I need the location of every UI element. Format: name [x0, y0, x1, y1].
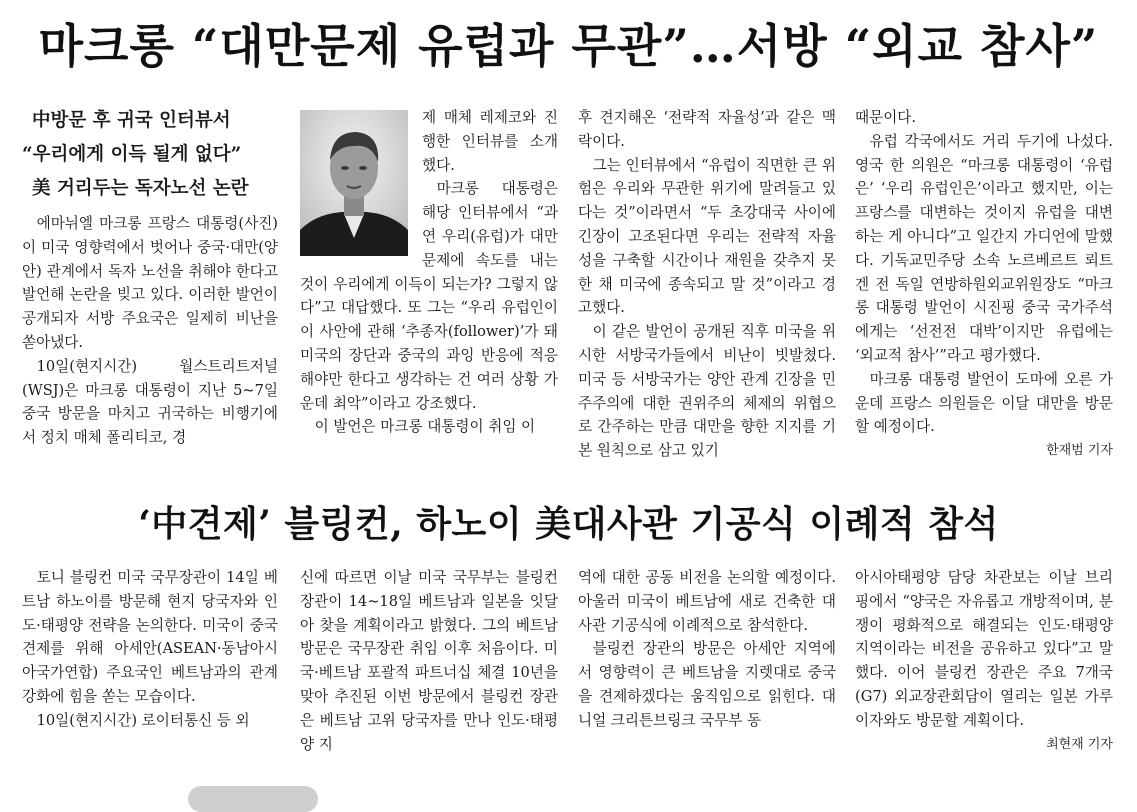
paragraph: 10일(현지시간) 로이터통신 등 외: [36, 711, 250, 729]
article1-column-1: [22, 104, 278, 450]
gray-tab-shape: [188, 786, 318, 812]
paragraph: 그는 인터뷰에서 “유럽이 직면한 큰 위험은 우리와 무관한 위기에 말려들고 있다는 것”이라면서 “두 초강대국 사이에 긴장이 고조된다면 우리는 전략적 자율성을 구축할 시간이나 재원을 갖추지 못한 채 미국에 종속되고 말 것”이라고 경고했다.: [578, 156, 836, 317]
article1-subheads: [22, 104, 278, 206]
byline: 한재범 기자: [1046, 443, 1113, 459]
paragraph: 블링컨 장관의 방문은 아세안 지역에서 영향력이 큰 베트남을 지렛대로 중국을 견제하겠다는 움직임으로 읽힌다. 대니얼 크리튼브링크 국무부 동: [578, 640, 836, 729]
paragraph: 마크롱 대통령 발언이 도마에 오른 가운데 프랑스 의원들은 이달 대만을 방문할 예정이다.: [855, 370, 1113, 436]
paragraph: 이 발언은 마크롱 대통령이 취임 이: [314, 418, 536, 436]
paragraph: 역에 대한 공동 비전을 논의할 예정이다. 아울러 미국이 베트남에 새로 건축한 대사관 기공식에 이례적으로 참석한다.: [578, 569, 836, 634]
article2-column-2: [300, 566, 558, 756]
paragraph: 후 견지해온 ‘전략적 자율성’과 같은 맥락이다.: [578, 109, 836, 150]
article1-column-4: [855, 106, 1113, 463]
portrait-photo: [300, 110, 408, 256]
article2-column-4: [855, 566, 1113, 756]
article2-column-3: [578, 566, 836, 733]
paragraph: 유럽 각국에서도 거리 두기에 나섰다. 영국 한 의원은 “마크롱 대통령이 ‘유럽은’ ‘우리 유럽인은’이라고 했지만, 이는 프랑스를 대변하는 것이지 유럽을 대변하는 게 아니다”고 일간지 가디언에 말했다. 기독교민주당 소속 노르베르트 뢰트겐 전 독일 연방하원외교위원장도 “마크롱 대통령 발언이 시진핑 중국 국가주석에게는 ‘선전전 대박’이지만 유럽에는 ‘외교적 참사’”라고 평가했다.: [855, 132, 1113, 364]
article1-column-3: [578, 106, 836, 463]
subhead-1: 中방문 후 귀국 인터뷰서: [32, 110, 231, 131]
paragraph: 이 같은 발언이 공개된 직후 미국을 위시한 서방국가들에서 비난이 빗발쳤다. 미국 등 서방국가는 양안 관계 긴장을 민주주의에 대한 권위주의 체제의 위협으로 간주하는 만큼 대만을 향한 지지를 기본 원칙으로 삼고 있기: [578, 323, 836, 460]
article2-headline: ‘中견제’ 블링컨, 하노이 美대사관 기공식 이례적 참석: [138, 503, 999, 545]
paragraph: 마크롱 대통령은 해당 인터뷰에서 “과연 우리(유럽)가 대만 문제에 속도를 내는 것이 우리에게 이득이 되는가? 그렇지 않다”고 대답했다. 또 그는 “우리 유럽인이 이 사안에 관해 ‘추종자(follower)’가 돼 미국의 장단과 중국의 과잉 반응에 적응해야만 한다고 생각하는 건 여러 상황 가운데 최악”이라고 강조했다.: [300, 180, 558, 412]
article2-column-1: [22, 566, 278, 733]
paragraph: 토니 블링컨 미국 국무장관이 14일 베트남 하노이를 방문해 현지 당국자와 인도·태평양 전략을 논의한다. 미국이 중국 견제를 위해 아세안(ASEAN·동남아시아국가연합) 주요국인 베트남과의 관계 강화에 힘을 쏟는 모습이다.: [22, 569, 278, 705]
subhead-2: “우리에게 이득 될게 없다”: [22, 144, 242, 165]
subhead-3: 美 거리두는 독자노선 논란: [32, 178, 249, 199]
paragraph: 신에 따르면 이날 미국 국무부는 블링컨 장관이 14~18일 베트남과 일본을 잇달아 찾을 계획이라고 밝혔다. 그의 베트남 방문은 국무장관 취임 이후 처음이다. 미국·베트남 포괄적 파트너십 체결 10년을 맞아 추진된 이번 방문에서 블링컨 장관은 베트남 고위 당국자를 만나 인도·태평양 지: [300, 569, 558, 753]
article1-column-2: [300, 106, 558, 439]
paragraph: 아시아태평양 담당 차관보는 이날 브리핑에서 “양국은 자유롭고 개방적이며, 분쟁이 평화적으로 해결되는 인도·태평양 지역이라는 비전을 공유하고 있다”고 말했다. 이어 블링컨 장관은 주요 7개국(G7) 외교장관회담이 열리는 일본 가루이자와도 방문할 계획이다.: [855, 569, 1113, 729]
paragraph: 때문이다.: [855, 109, 917, 126]
paragraph: 에마뉘엘 마크롱 프랑스 대통령(사진)이 미국 영향력에서 벗어나 중국·대만(양안) 관계에서 독자 노선을 취해야 한다고 발언해 논란을 빚고 있다. 이러한 발언이 공개되자 서방 주요국은 일제히 비난을 쏟아냈다.: [22, 215, 278, 351]
paragraph: 제 매체 레제코와 진행한 인터뷰를 소개했다.: [422, 109, 558, 174]
byline: 최현재 기자: [1046, 736, 1113, 752]
paragraph: 10일(현지시간) 월스트리트저널(WSJ)은 마크롱 대통령이 지난 5~7일 중국 방문을 마치고 귀국하는 비행기에서 정치 매체 폴리티코, 경: [22, 357, 278, 447]
article1-headline: 마크롱 “대만문제 유럽과 무관”…서방 “외교 참사”: [38, 19, 1099, 73]
